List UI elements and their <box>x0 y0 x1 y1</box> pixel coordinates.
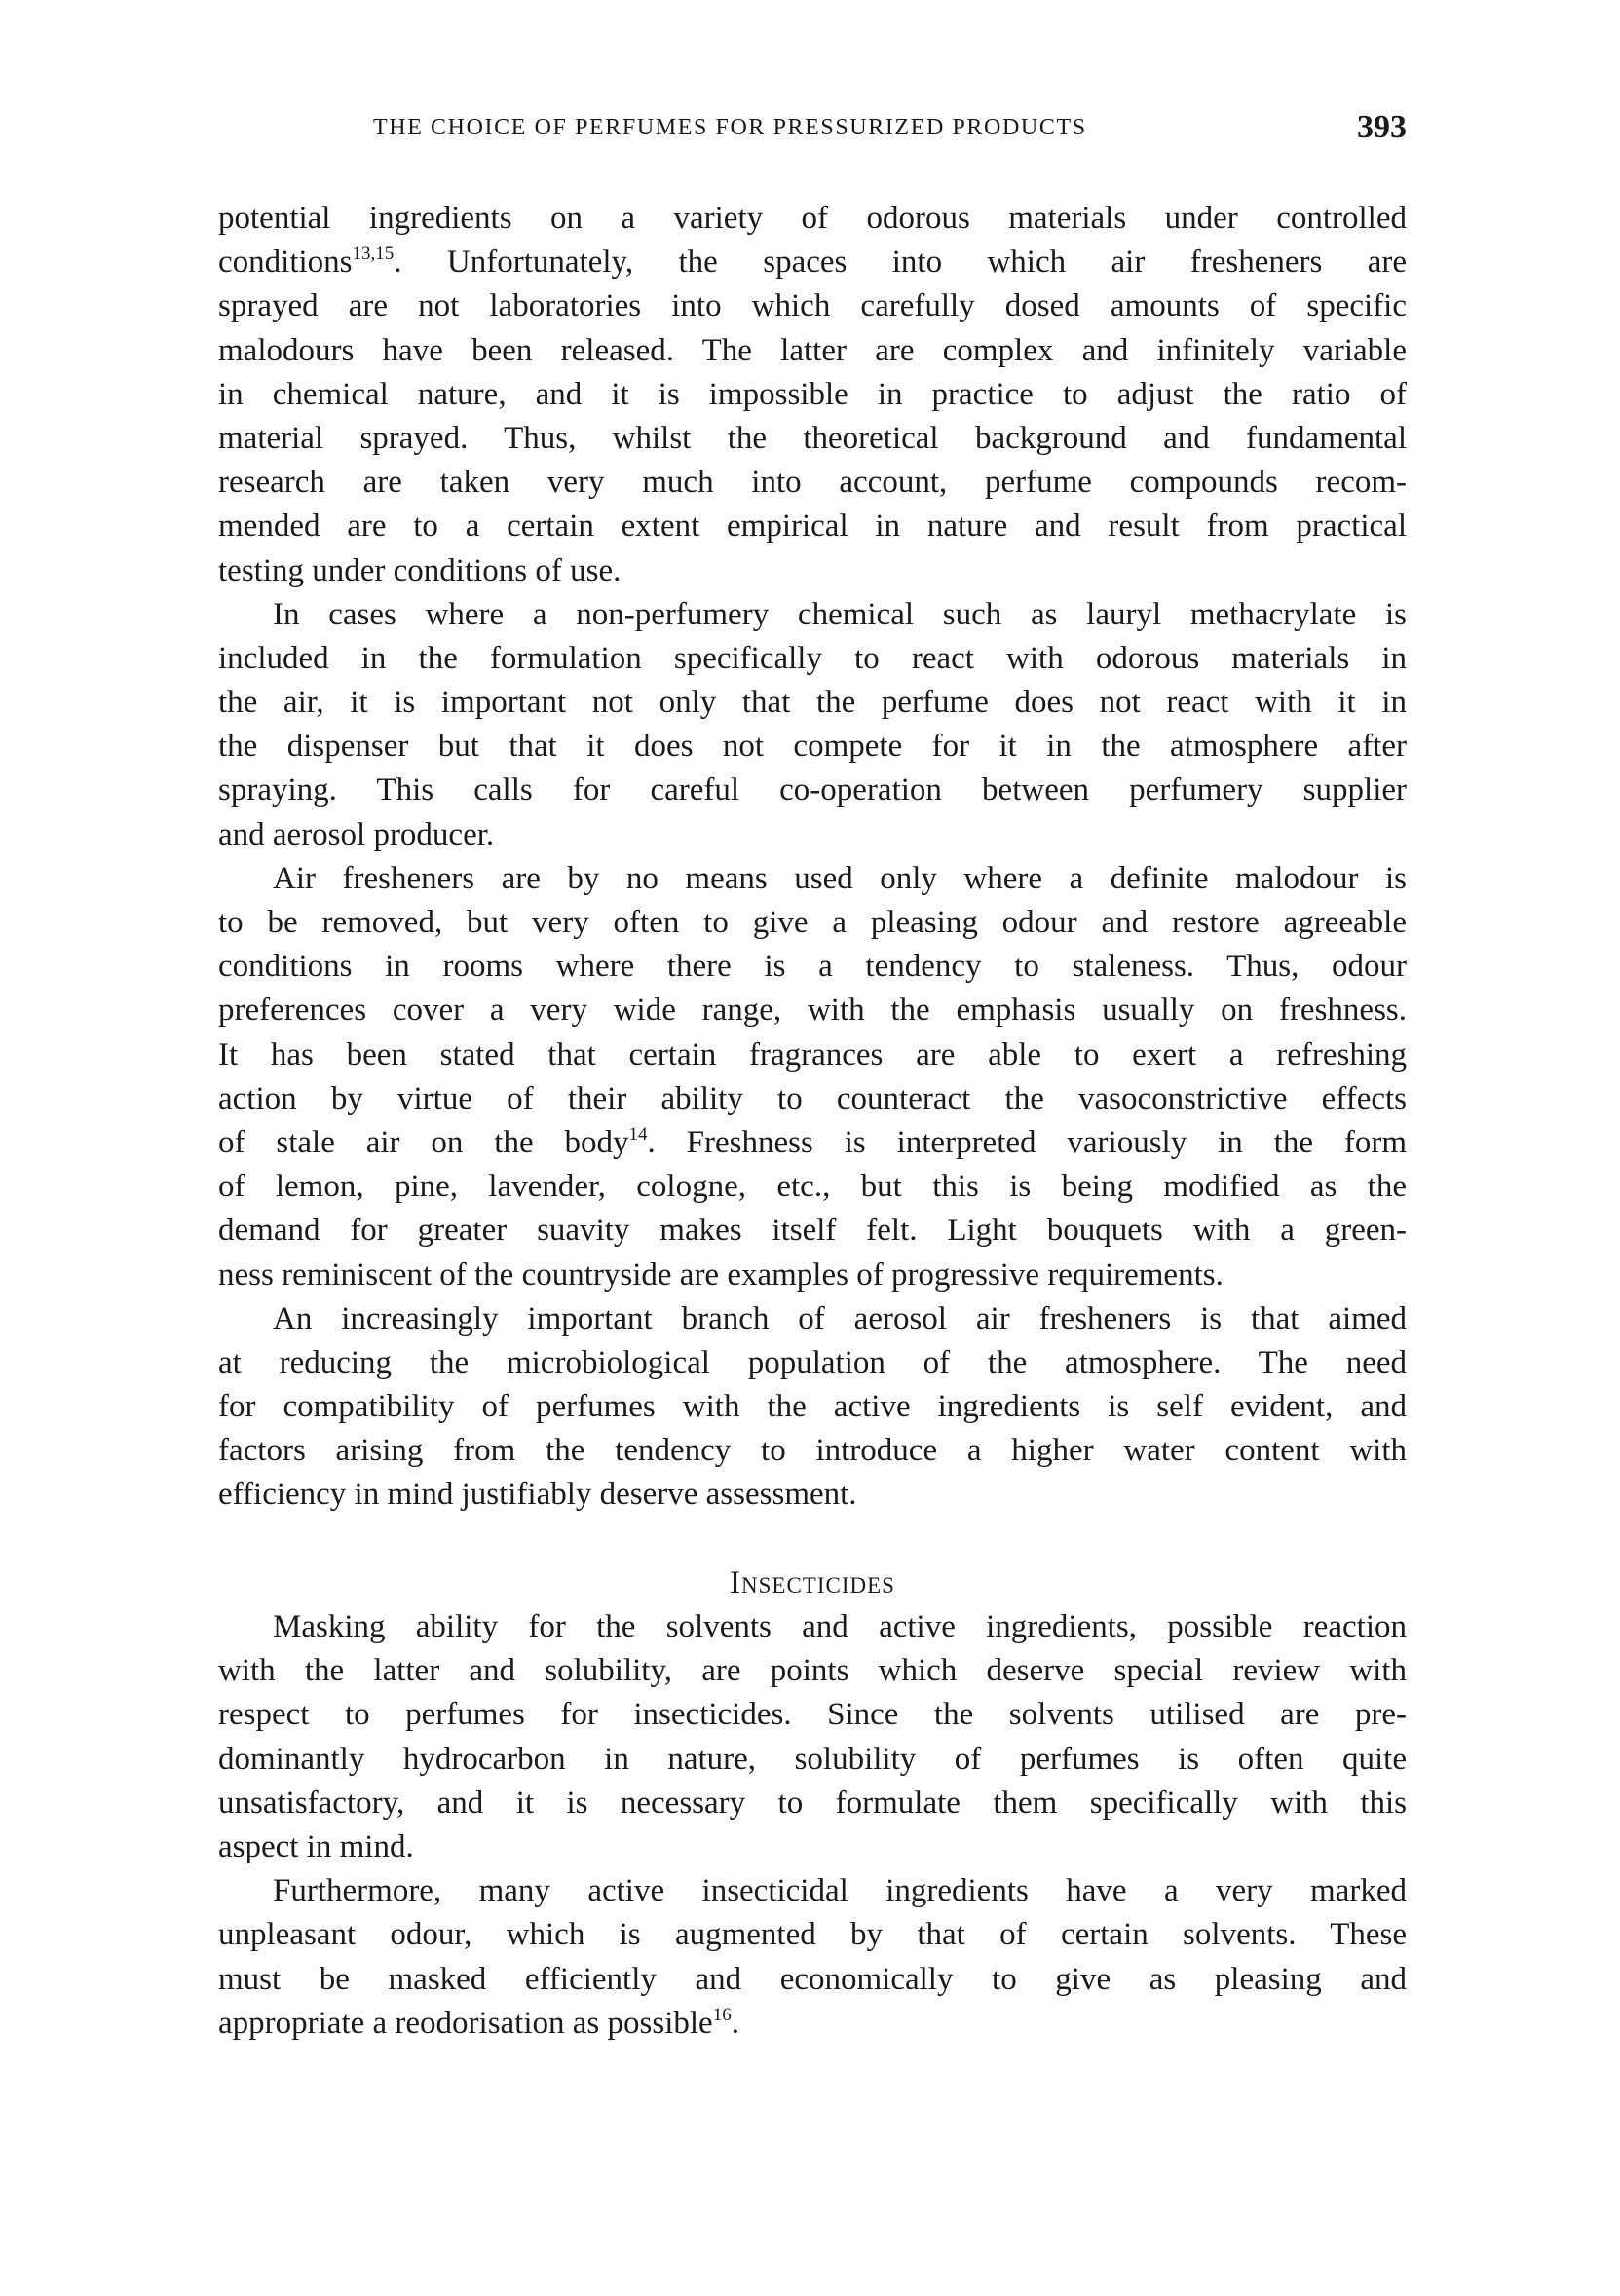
text-line: malodours have been released. The latter are complex and infinitely variable <box>218 332 1407 368</box>
text-line <box>218 241 1407 284</box>
text-line: An increasingly important branch of aerosol air fresheners is that aimed <box>273 1300 1407 1336</box>
citation-superscript: 14 <box>628 1123 648 1145</box>
text-line: It has been stated that certain fragrances are able to exert a refreshing <box>218 1036 1407 1073</box>
text-line: testing under conditions of use. <box>218 552 622 588</box>
paragraph <box>218 1869 1407 2046</box>
text-line: ness reminiscent of the countryside are examples of progressive requirements. <box>218 1257 1224 1293</box>
paragraph <box>218 593 1407 857</box>
text-line: in chemical nature, and it is impossible in practice to adjust the ratio of <box>218 376 1407 412</box>
text-line: respect to perfumes for insecticides. Since the solvents utilised are pre- <box>218 1697 1407 1733</box>
text-line <box>218 1121 1407 1165</box>
text-line: and aerosol producer. <box>218 816 495 852</box>
text-line: action by virtue of their ability to counteract the vasoconstrictive effects <box>218 1080 1407 1116</box>
running-head-title: THE CHOICE OF PERFUMES FOR PRESSURIZED PRODUCTS <box>373 115 1087 140</box>
citation-superscript: 16 <box>712 2004 732 2025</box>
text-span: of stale air on the body <box>218 1124 629 1160</box>
text-line: unpleasant odour, which is augmented by that of certain solvents. These <box>218 1917 1407 1953</box>
text-line: efficiency in mind justifiably deserve assessment. <box>218 1477 857 1513</box>
text-line: included in the formulation specifically to react with odorous materials in <box>218 640 1407 676</box>
text-line: of lemon, pine, lavender, cologne, etc., but this is being modified as the <box>218 1169 1407 1205</box>
text-line: factors arising from the tendency to introduce a higher water content with <box>218 1433 1407 1469</box>
text-line: In cases where a non-perfumery chemical such as lauryl methacrylate is <box>273 596 1407 632</box>
citation-superscript: 13,15 <box>352 244 395 265</box>
text-line: to be removed, but very often to give a pleasing odour and restore agreeable <box>218 905 1407 940</box>
text-line: research are taken very much into account, perfume compounds recom- <box>218 465 1407 501</box>
text-line: potential ingredients on a variety of odorous materials under controlled <box>218 201 1407 236</box>
paragraph <box>218 197 1407 593</box>
paragraph <box>218 1298 1407 1518</box>
text-line: with the latter and solubility, are points which deserve special review with <box>218 1653 1407 1689</box>
text-line: Furthermore, many active insecticidal ingredients have a very marked <box>273 1873 1407 1909</box>
text-span: conditions <box>218 245 353 281</box>
text-span: . Freshness is interpreted variously in the form <box>647 1124 1407 1160</box>
text-line: Air fresheners are by no means used only where a definite malodour is <box>273 860 1407 896</box>
text-line: demand for greater suavity makes itself felt. Light bouquets with a green- <box>218 1213 1407 1249</box>
text-span: . <box>731 2005 739 2041</box>
text-line: the air, it is important not only that the perfume does not react with it in <box>218 685 1407 721</box>
text-line: aspect in mind. <box>218 1828 414 1864</box>
text-line: Masking ability for the solvents and active ingredients, possible reaction <box>273 1609 1407 1644</box>
text-line: dominantly hydrocarbon in nature, solubility of perfumes is often quite <box>218 1741 1407 1777</box>
section-heading: Insecticides <box>730 1564 895 1600</box>
text-line: mended are to a certain extent empirical in nature and result from practical <box>218 508 1407 545</box>
text-line: unsatisfactory, and it is necessary to formulate them specifically with this <box>218 1785 1407 1821</box>
paragraph <box>218 857 1407 1298</box>
page-body <box>218 197 1407 2046</box>
text-line: material sprayed. Thus, whilst the theoretical background and fundamental <box>218 420 1407 456</box>
text-line: conditions in rooms where there is a tendency to staleness. Thus, odour <box>218 949 1407 985</box>
text-line: spraying. This calls for careful co-operation between perfumery supplier <box>218 772 1407 809</box>
text-line <box>218 2002 1407 2046</box>
text-span: . Unfortunately, the spaces into which air fresheners are <box>394 245 1407 281</box>
text-line: the dispenser but that it does not compete for it in the atmosphere after <box>218 729 1407 765</box>
text-line: must be masked efficiently and economically to give as pleasing and <box>218 1961 1407 1997</box>
running-head <box>218 109 1407 152</box>
text-line: for compatibility of perfumes with the active ingredients is self evident, and <box>218 1389 1407 1425</box>
text-line: preferences cover a very wide range, with the emphasis usually on freshness. <box>218 993 1407 1029</box>
paragraph <box>218 1605 1407 1869</box>
text-line: sprayed are not laboratories into which carefully dosed amounts of specific <box>218 288 1407 324</box>
text-span: appropriate a reodorisation as possible <box>218 2005 713 2041</box>
text-line: at reducing the microbiological population of the atmosphere. The need <box>218 1344 1407 1380</box>
page-number: 393 <box>1357 109 1407 145</box>
